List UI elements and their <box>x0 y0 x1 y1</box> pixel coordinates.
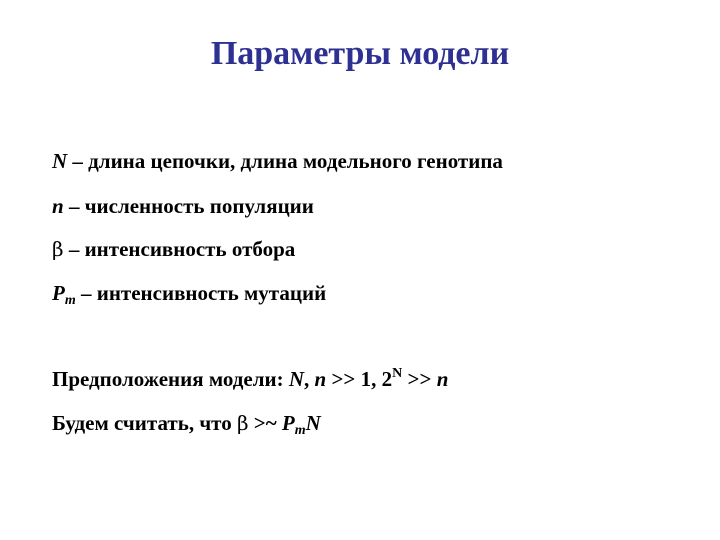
symbol-N: N <box>305 411 321 435</box>
definition-text: – длина цепочки, длина модельного генотипа <box>67 149 503 173</box>
symbol-N: N <box>52 149 68 173</box>
much-greater-one: >> 1, 2 <box>326 367 393 391</box>
symbol-subscript-m: m <box>64 293 76 308</box>
slide-title: Параметры модели <box>210 35 510 72</box>
symbol-P: P <box>52 281 65 305</box>
definition-length <box>52 148 503 174</box>
model-consideration <box>52 410 321 436</box>
definition-mutation <box>52 280 326 306</box>
assumptions-prefix: Предположения модели: <box>52 367 289 391</box>
symbol-beta: β <box>236 411 249 435</box>
symbol-beta: β <box>52 237 64 261</box>
superscript-N: N <box>392 366 403 381</box>
definition-population <box>52 193 314 219</box>
consider-prefix: Будем считать, что <box>52 411 237 435</box>
model-assumptions <box>52 366 448 392</box>
definition-text: – интенсивность отбора <box>63 237 296 261</box>
definition-selection <box>52 236 295 262</box>
symbol-P: P <box>281 411 295 435</box>
comma: , <box>304 367 315 391</box>
much-greater: >> <box>402 367 437 391</box>
symbol-n: n <box>52 194 64 218</box>
symbol-N: N <box>288 367 305 391</box>
symbol-subscript-m: m <box>294 423 306 438</box>
symbol-n: n <box>436 367 449 391</box>
definition-text: – численность популяции <box>63 194 314 218</box>
relation: >~ <box>248 411 282 435</box>
definition-text: – интенсивность мутаций <box>75 281 327 305</box>
symbol-n: n <box>314 367 327 391</box>
